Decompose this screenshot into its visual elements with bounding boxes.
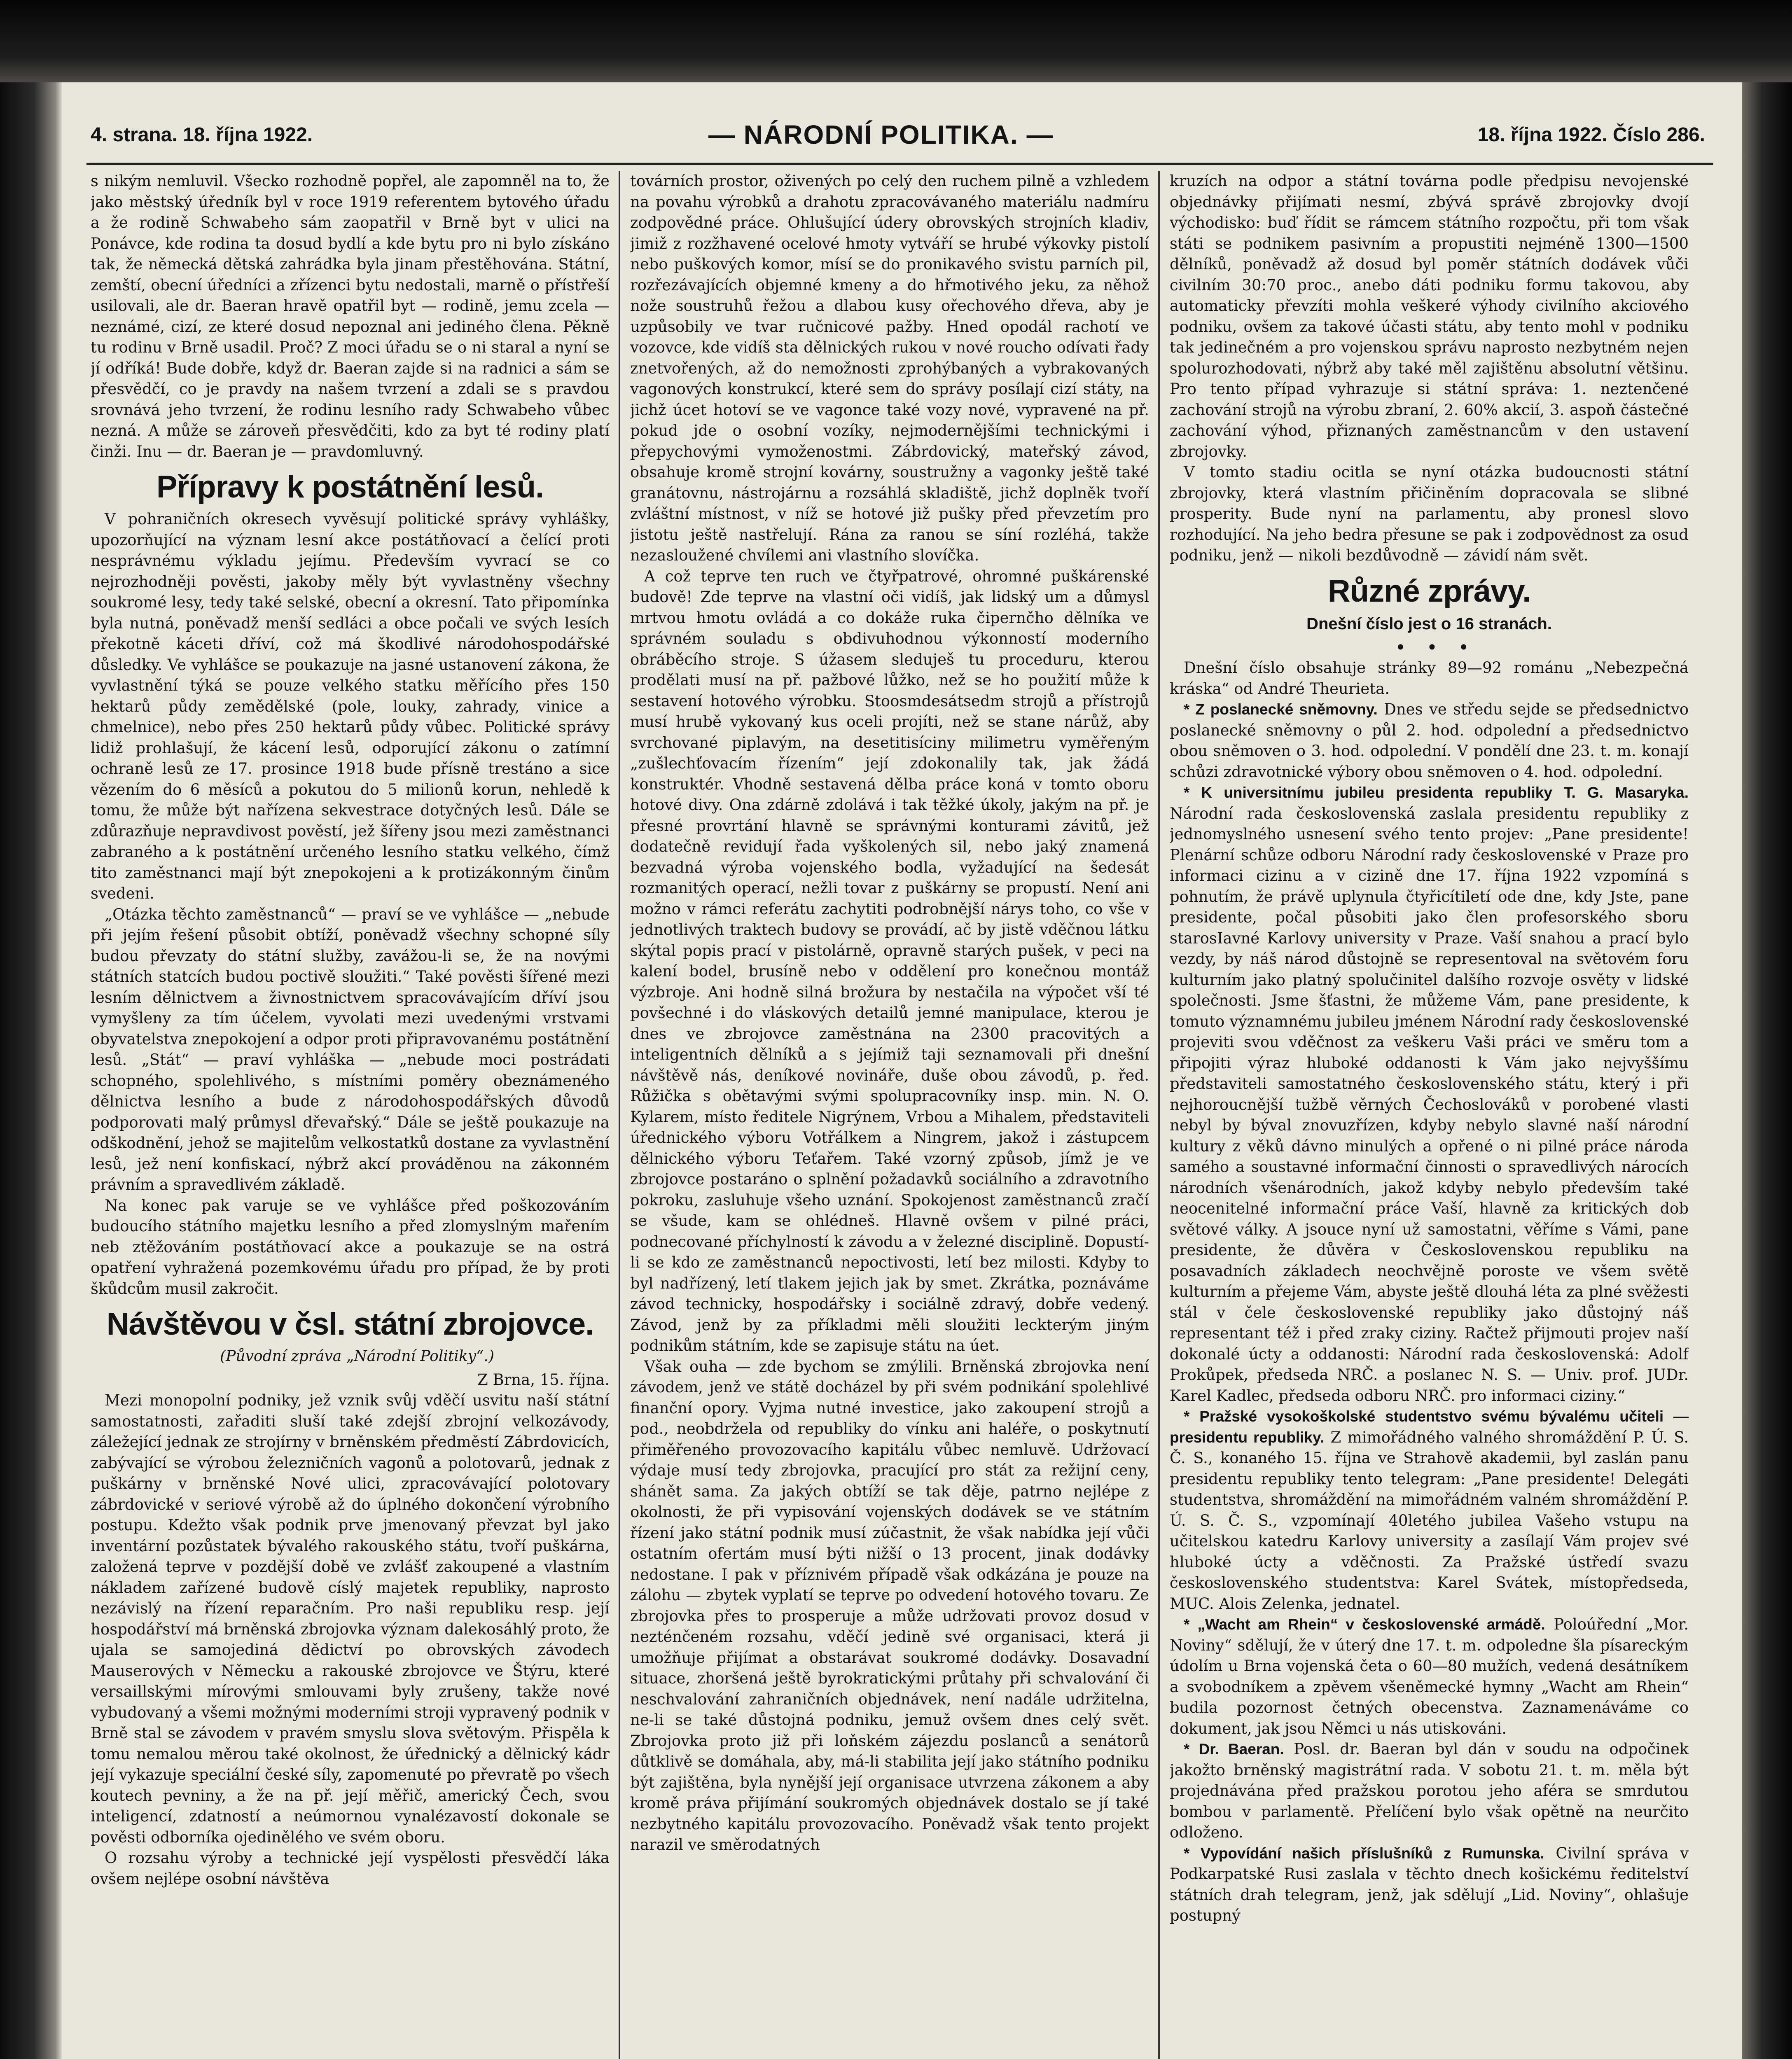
article-paragraph: V pohraničních okresech vyvěsují politické správy vyhlášky, upozorňující na význam lesní akce postátňovací a čelící proti nesprávnému výkladu jejímu. Především vyvrací se co nejrozhodněji pověsti, jakoby měly být vyvlastněny všechny soukromé lesy, tedy také selské, obecní a okresní. Tato připomínka byla nutná, poněvadž menší sedláci a obce počali ve svých lesích překotně káceti dříví, což má škodlivé národohospodářské důsledky. Ve vyhlášce se poukazuje na jasné ustanovení zákona, že vyvlastnění týká se pouze velkého statku měřícího přes 150 hektarů půdy zemědělské (pole, louky, zahrady, vinice a chmelnice), nebo přes 250 hektarů půdy vůbec. Politické správy lidiž prohlašují, že kácení lesů, odporující zákonu o zatímní ochraně lesů ze 17. prosince 1918 bude přísně trestáno a sice vězením do 6 měsíců a pokutou do 5 milionů korun, nehledě k tomu, že může být nařízena sekvestrace dotyčných lesů. Dále se zdůrazňuje nepravdivost pověstí, jež šířeny jsou mezi zaměstnanci zabraného a k postátnění určeného lesního statku velkého, čímž tito zaměstnanci mají být znepokojeni a k protizákonným činům svedeni. xyxy=(91,510,610,902)
news-item xyxy=(1170,1843,1689,1926)
column-1 xyxy=(91,171,610,2059)
news-item xyxy=(1170,1614,1689,1739)
page-content xyxy=(62,82,1742,2059)
news-item-text: Národní rada československá zaslala presidentu republiky z jednomyslného usnesení svého tento projev: „Pane presidente! Plenární schůze odboru Národní rady československé v Praze pro informaci cizinu a v cizině dne 17. října 1922 vzpomíná s pohnutím, že právě uplynula čtyřicítiletí ode dne, kdy Jste, pane presidente, počal působiti jako člen profesorského sboru starosIavné Karlovy university v Praze. Vaší snahou a prací bylo vezdy, by náš národ důstojně se representoval na světovém foru kulturním jako platný spolučinitel dalšího rozvoje osvěty v lidské společnosti. Jsme šťastni, že můžeme Vám, pane presidente, k tomuto významnému jubileu jménem Národní rady československé projeviti svou vděčnost za veškeru Vaši práci ve směru tom a připojiti výraz hluboké oddanosti k Vám jako nejvyššímu představiteli samostatného československého státu, který i při nejhoroucnější tužbě věrných Čechoslováků v porobené vlasti nebyl by býval znovuzřízen, kdyby nebylo slavné naší národní kultury z věků dávno minulých a opřené o ni pilné práce národa samého a soustavné informační činnosti o spravedlivých nárocích národních všenárodních, jakož kdyby nebylo především také neocenitelné informační práce Vaší, hlavně za kritických dob světové války. A jsouce nyní už samostatni, věříme s Vámi, pane presidente, že důvěra v Československou republiku na posavadních základech neochvějně poroste ve všem světě kulturním a přejeme Vám, abyste ještě dlouhá léta za plné svěžesti stál v čele československé republiky jako důstojný náš representant též i před zraky ciziny. Račtež přijmouti projev naší dokonalé úcty a oddanosti: Národní rada československá: Adolf Prokůpek, předseda NRČ. a poslanec N. S. — Univ. prof. JUDr. Karel Kadlec, předseda odboru NRČ. pro informaci ciziny.“ xyxy=(1170,804,1689,1405)
article-paragraph: továrních prostor, oživených po celý den ruchem pilně a vzhledem na povahu výrobků a drahotu zpracovávaného materiálu nadmíru zodpovědné práce. Ohlušující údery obrovských strojních kladiv, jimiž z rozžhavené ocelové hmoty vytváří se hrubé výkovky pistolí nebo puškových komor, mísí se do pronikavého svistu parních pil, rozřezávajících objemné kmeny a do hřmotivého jeku, za něhož nože soustruhů řežou a dlabou kusy ořechového dřeva, aby je uzpůsobily ve tvar ručnicové pažby. Hned opodál rachotí ve vozovce, kde vidíš sta dělnických rukou v nové roucho odívati řady znetvořených, až do nemožnosti zprohýbaných a vybrakovaných vagonových konstrukcí, které sem do správy posílají cizí státy, na jichž úcet hotoví se ve vagonce také vozy nové, vypravené na př. pokud jde o osobní vozíky, nejmodernějšími technickými i přepychovými vymoženostmi. Zábrdovický, mateřský závod, obsahuje kromě strojní kovárny, soustružny a vagonky ještě také granátovnu, nástrojárnu a rozsáhlá skladiště, jichž doplněk tvoří zvláštní místnost, v níž se hotové již pušky před převzetím pro jistotu ještě nastřelují. Rána za ranou se síní rozléhá, takže nezasloužené chvílemi ani vlastního slovíčka. xyxy=(630,172,1149,564)
article-paragraph: kruzích na odpor a státní továrna podle předpisu nevojenské objednávky přijímati nesmí, zbývá správě zbrojovky dvojí východisko: buď řídit se rámcem státního rozpočtu, při tom však státi se podnikem pasivním a propustiti nejméně 1300—1500 dělníků, poněvadž až dosud byl poměr státních dodávek vůči civilním 30:70 proc., anebo dáti podniku formu takovou, aby automaticky převzíti mohla veškeré výhody civilního akciového podniku, ovšem za takové účasti státu, aby tento mohl v podniku tak jedinečném a pro vojenskou správu naprosto nezbytném nejen spolurozhodovati, nýbrž aby také měl zajištěnu absolutní většinu. Pro tento případ vyhrazuje si státní správa: 1. neztenčené zachování strojů na výrobu zbraní, 2. 60% akcií, 3. aspoň částečné zachování výhod, přiznaných zaměstnancům v den ustavení zbrojovky. xyxy=(1170,172,1689,460)
news-item-text: Dnes ve středu sejde se předsednictvo poslanecké sněmovny o půl 2. hod. odpolední a předsednictvo obou sněmoven o 3. hod. odpolední. V pondělí dne 23. t. m. konají schůzi zdravotnické výbory obou sněmoven o 4. hod. odpolední. xyxy=(1170,700,1689,781)
column-divider-2 xyxy=(1158,171,1160,2059)
article-paragraph: Na konec pak varuje se ve vyhlášce před poškozováním budoucího státního majetku lesního a před zlomyslným mařením neb ztěžováním postátňovací akce a poukazuje se na ostrá opatření vyhražená pozemkovému úřadu pro případ, že by proti škůdcům musil zakročit. xyxy=(91,1196,610,1298)
section-subheadline: Dnešní číslo jest o 16 stranách. xyxy=(1306,614,1552,633)
header-issue-number: 18. října 1922. Číslo 286. xyxy=(1477,124,1705,146)
header-page-number: 4. strana. 18. října 1922. xyxy=(91,124,313,146)
column-divider-1 xyxy=(619,171,620,2059)
article-source: (Původní zpráva „Národní Politiky“.) xyxy=(220,1348,494,1365)
scan-edge-top xyxy=(0,0,1792,82)
news-item-lead: * Pražské vysokoškolské studentstvo svému bývalému učiteli — presidentu republiky. xyxy=(1170,1408,1689,1446)
header-masthead: — NÁRODNÍ POLITIKA. — xyxy=(708,120,1054,149)
scan-edge-left xyxy=(0,0,62,2059)
article-paragraph: Mezi monopolní podniky, jež vznik svůj vděčí usvitu naší státní samostatnosti, zařaditi sluší také zdejší zbrojní velkozávody, záležející jednak ze strojírny v brněnském předměstí Zábrdovicích, zabývající se výrobou železničních vagonů a polotovarů, jednak z puškárny v brněnské Nové ulici, zpracovávající polotovary zábrdovické v seriové výrobě až do úplného dokončení výrobního postupu. Kdežto však podnik prve jmenovaný převzat byl jako inventární pozůstatek bývalého rakouského státu, tvoří puškárna, založená teprve v pozdější době ve zvlášť zakoupené a vlastním nákladem zařízené budově císlý majetek republiky, naprosto nezávislý na řízení reparačním. Pro naši republiku resp. její hospodářství má brněnská zbrojovka význam dalekosáhlý proto, že ujala se samojediná dědictví po obrovských závodech Mauserových v Německu a rakouské zbrojovce ve Štýru, které versaillskými mírovými smlouvami byly zrušeny, takže nové vybudovaný a všemi možnými moderními stroji vypravený podnik v Brně stal se závodem v pravém smyslu slova světovým. Přispěla k tomu nemalou měrou také okolnost, že úřednický a dělnický kádr její vykazuje speciální české síly, zapomenuté po převratě po všech koutech pevniny, a že na př. její měřič, americký Čech, svou inteligencí, zdatností a neúmornou vynalézavostí dokonale se pověsti odborníka ojedinělého ve svém oboru. xyxy=(91,1391,610,1846)
article-paragraph: Však ouha — zde bychom se zmýlili. Brněnská zbrojovka není závodem, jenž ve státě docházel by při svém podnikání spolehlivé finanční opory. Vyjma nutné investice, jako zakoupení strojů a pod., neobdržela od republiky do vínku ani haléře, o poskytnutí přiměřeného provozovacího kapitálu vůbec nemluvě. Udržovací výdaje musí tedy zbrojovka, pracující pro stát za režijní ceny, shánět sama. Za jakých obtíží se tak děje, patrno nejlépe z okolnosti, že při vypisování vojenských dodávek se ve státním řízení jako státní podnik musí zúčastnit, že však nabídka její vůči ostatním ofertám musí býti nižší o 13 procent, jinak dodávky nedostane. I pak v příznivém případě však odkázána je pouze na zálohu — zbytek vyplatí se teprve po odvedení hotového tovaru. Ze zbrojovka přes to prosperuje a může udržovati provoz dosud v nezténčeném rozsahu, vděčí jedině své organisaci, která ji umožňuje přijímat a obstarávat soukromé dodávky. Dosavadní situace, zhoršená ještě byrokratickými průtahy při schvalování či neschvalování zahraničních objednávek, není nadále udržitelna, ne-li se také důstojná podniku, jemuž ovšem dnes celý svět. Zbrojovka proto již při loňském zájezdu poslanců a senátorů důtklivě se domáhala, aby, má-li stabilita její jako státního podniku být zajištěna, byla nynější její organisace utvrzena zákonem a aby kromě práva přijímání soukromých objednávek dostalo se jí také nezbytného kapitálu provozovacího. Poněvadž však tento projekt narazil ve směrodatných xyxy=(630,1357,1149,1854)
news-item xyxy=(1170,699,1689,782)
column-3 xyxy=(1170,171,1689,2059)
news-item xyxy=(1170,782,1689,1406)
news-item-lead: * Dr. Baeran. xyxy=(1184,1741,1284,1758)
news-item-text: Poloúřední „Mor. Noviny“ sdělují, že v úterý dne 17. t. m. odpoledne šla písareckým údolím u Brna vojenská četa o 60—80 mužích, vedená desátníkem a svobodníkem a zpěvem všeněmecké hymny „Wacht am Rhein“ budila pozornost četných obecenstva. Zaznamenáváme co dokument, jak jsou Němci u nás utiskováni. xyxy=(1170,1615,1689,1737)
news-item-lead: * Vypovídání našich příslušníků z Rumunska. xyxy=(1184,1844,1544,1862)
article-headline-armory: Návštěvou v čsl. státní zbrojovce. xyxy=(106,1307,594,1342)
article-dateline: Z Brna, 15. října. xyxy=(477,1370,610,1389)
separator-dots: • • • xyxy=(1395,638,1477,656)
article-paragraph: V tomto stadiu ocitla se nyní otázka budoucnosti státní zbrojovky, která vlastním přičiněním dopracovala se slibné prosperity. Bude nyní na parlamentu, aby pronesl slovo rozhodující. Na jeho bedra přesune se pak i zodpovědnost za osud podniku, jenž — nikoli bezdůvodně — závidí nám svět. xyxy=(1170,463,1689,564)
article-paragraph: „Otázka těchto zaměstnanců“ — praví se ve vyhlášce — „nebude při jejím řešení působit obtíží, poněvadž všechny schopné síly budou převzaty do státní služby, zavážou-li se, že na novými státních statcích budou poctivě sloužiti.“ Také pověsti šířené mezi lesním dělnictvem a živnostnictvem spracovávajícím dříví jsou vymyšleny za tím účelem, vyvolati mezi uvedenými vrstvami obyvatelstva znepokojení a odpor proti připravovanému postátnění lesů. „Stát“ — praví vyhláška — „nebude moci postrádati schopného, spolehlivého, s místními poměry obeznámeného dělnictva lesního a bude z národohospodářských důvodů podporovati malý průmysl dřevařský.“ Dále se ještě poukazuje na odškodnění, jehož se majitelům velkostatků dostane za vyvlastnění lesů, jež není konfiskací, nýbrž akcí prováděnou na zákonném právním a spravedlivém základě. xyxy=(91,905,610,1193)
news-item xyxy=(1170,1739,1689,1843)
page-header xyxy=(91,115,1705,161)
news-item-text: Posl. dr. Baeran byl dán v soudu na odpočinek jakožto brněnský magistrátní rada. V sobotu 21. t. m. měla být projednávána před pražskou porotou jeho aféra se smrdutou bombou v parlamentě. Přelíčení bylo však opětně na neurčito odloženo. xyxy=(1170,1740,1689,1841)
news-item xyxy=(1170,1406,1689,1614)
scan-edge-right xyxy=(1742,0,1792,2059)
news-item-lead: * Z poslanecké sněmovny. xyxy=(1184,701,1378,718)
column-2 xyxy=(630,171,1149,2059)
news-item-lead: * K universitnímu jubileu presidenta republiky T. G. Masaryka. xyxy=(1184,784,1689,801)
section-headline-news: Různé zprávy. xyxy=(1327,573,1531,609)
news-item-text: Z mimořádného valného shromáždění P. Ú. S. Č. S., konaného 15. října ve Strahově akademii, byl zaslán panu presidentu republiky tento telegram: „Pane presidente! Delegáti studentstva, shromáždění na mimořádném valném shromáždění P. Ú. S. Č. S., vzpomínají 40letého jubilea Vašeho vstupu na učitelskou katedru Karlovy university a zasílají Vám projev své hluboké úcty a vděčnosti. Za Pražské ústředí svazu československého studentstva: Karel Svátek, místopředseda, MUC. Alois Zelenka, jednatel. xyxy=(1170,1428,1689,1613)
article-paragraph: s nikým nemluvil. Všecko rozhodně popřel, ale zapomněl na to, že jako městský úředník byl v roce 1919 referentem bytového úřadu a že rodině Schwabeho sám zaopatřil v Brně byt v ulici na Ponávce, kde rodina ta dosud bydlí a kde bytu pro ni bylo získáno tak, že německá dětská zahrádka byla jinam přestěhována. Státní, zemští, obecní úředníci a zřízenci bytu nedostali, marně o přístřeší usilovali, ale dr. Baeran hravě opatřil byt — rodině, jemu zcela — neznámé, cizí, ze které dosud nepoznal ani jediného člena. Pěkně tu rodinu v Brně usadil. Proč? Z moci úřadu se o ni staral a nyní se jí odříká! Bude dobře, když dr. Baeran zajde si na radnici a sám se přesvědčí, co je pravdy na našem tvrzení a zdali se s pravdou srovnává jeho tvrzení, že rodinu lesního rady Schwabeho vůbec nezná. A může se zároveň přesvědčiti, kdo za byt té rodiny platí činži. Inu — dr. Baeran je — pravdomluvný. xyxy=(91,172,610,460)
news-item-lead: * „Wacht am Rhein“ v československé armádě. xyxy=(1184,1616,1545,1633)
article-paragraph: A což teprve ten ruch ve čtyřpatrové, ohromné puškárenské budově! Zde teprve na vlastní oči vidíš, jak lidský um a důmysl mrtvou hmotu ovládá a co dokáže ruka čipernčho dělníka ve správném souladu s obdivuhodnou výkonností moderního obráběcího stroje. S úžasem sleduješ tu proceduru, kterou prodělati musí na př. pažbové lůžko, než se ho použití může k sestavení hotového výrobku. Stoosmdesátsedm strojů a přístrojů musí hrubě vykovaný kus oceli projíti, než se stane nárůž, aby svrchované piplavým, na desetitisíciny milimetru vyměřeným „zušlechťovacím řízením“ její zdokonalily tak, jak žádá konstruktér. Vhodně sestavená dělba práce koná v tomto oboru hotové divy. Ona zdárně zdolává i tak těžké úkoly, jakým na př. je přesné provrtání hlavně se správnými konturami závitů, jež dodatečně revidují řada vyškolených sil, nebo jaký znamená bezvadná výroba vojenského bodla, vyžadující na šedesát rozmanitých operací, nežli tovar z puškárny se propustí. Není ani možno v rámci referátu zachytiti podrobnější nárys toho, co vše v jednotlivých traktech budovy se provádí, ač by jistě vděčnou látku skýtal popis prací v pistolárně, opravně starých pušek, v peci na kalení bodel, brusíně nebo v oddělení pro konečnou montáž výzbroje. Ani hodně silná brožura by nestačila na výpočet vší té povšechné i do vláskových detailů jemné manipulace, kterou je dnes ve zbrojovce zaměstnána na 2300 pracovitých a inteligentních dělníků a s jejímiž taji seznamovali při dnešní návštěvě nás, deníkové novináře, duše obou závodů, p. řed. Růžička s obětavými svými spolupracovníky insp. min. N. O. Kylarem, místo ředitele Nigrýnem, Vrbou a Mihalem, představiteli úřednického výboru Votřálkem a Ningrem, jakož i zástupcem dělnického výboru Teťařem. Také vzorný způsob, jímž je ve zbrojovce postaráno o splnění požadavků sociálního a zdravotního pokroku, zasluhuje všeho uznání. Spokojenost zaměstnanců zračí se všude, kam se ohlédneš. Hlavně ovšem v pilné práci, podnecované příchylností k závodu a v železné disciplině. Dopustí-li se kdo ze zaměstnanců nepoctivosti, letí bez milosti. Kdyby to byl nadřízený, letí tlakem jejich jak by smet. Zkrátka, poznáváme závod technicky, hospodářsky i sociálně zdravý, dobře vedený. Závod, jenž by za příkladmi měli sloužiti leckterým jiným podnikům státním, kde se zapisuje státu na úet. xyxy=(630,567,1149,1354)
article-headline-forest: Přípravy k postátnění lesů. xyxy=(156,469,544,504)
article-paragraph: O rozsahu výroby a technické její vyspělosti přesvědčí láka ovšem nejlépe osobní návštěva xyxy=(91,1849,610,1888)
news-item: Dnešní číslo obsahuje stránky 89—92 románu „Nebezpečná kráska“ od André Theurieta. xyxy=(1170,659,1689,698)
news-item-text: Civilní správa v Podkarpatské Rusi zaslala v těchto dnech košickému ředitelství státních drah telegram, jenž, jak sdělují „Lid. Noviny“, ohlašuje postupný xyxy=(1170,1844,1689,1924)
header-rule xyxy=(86,163,1713,165)
